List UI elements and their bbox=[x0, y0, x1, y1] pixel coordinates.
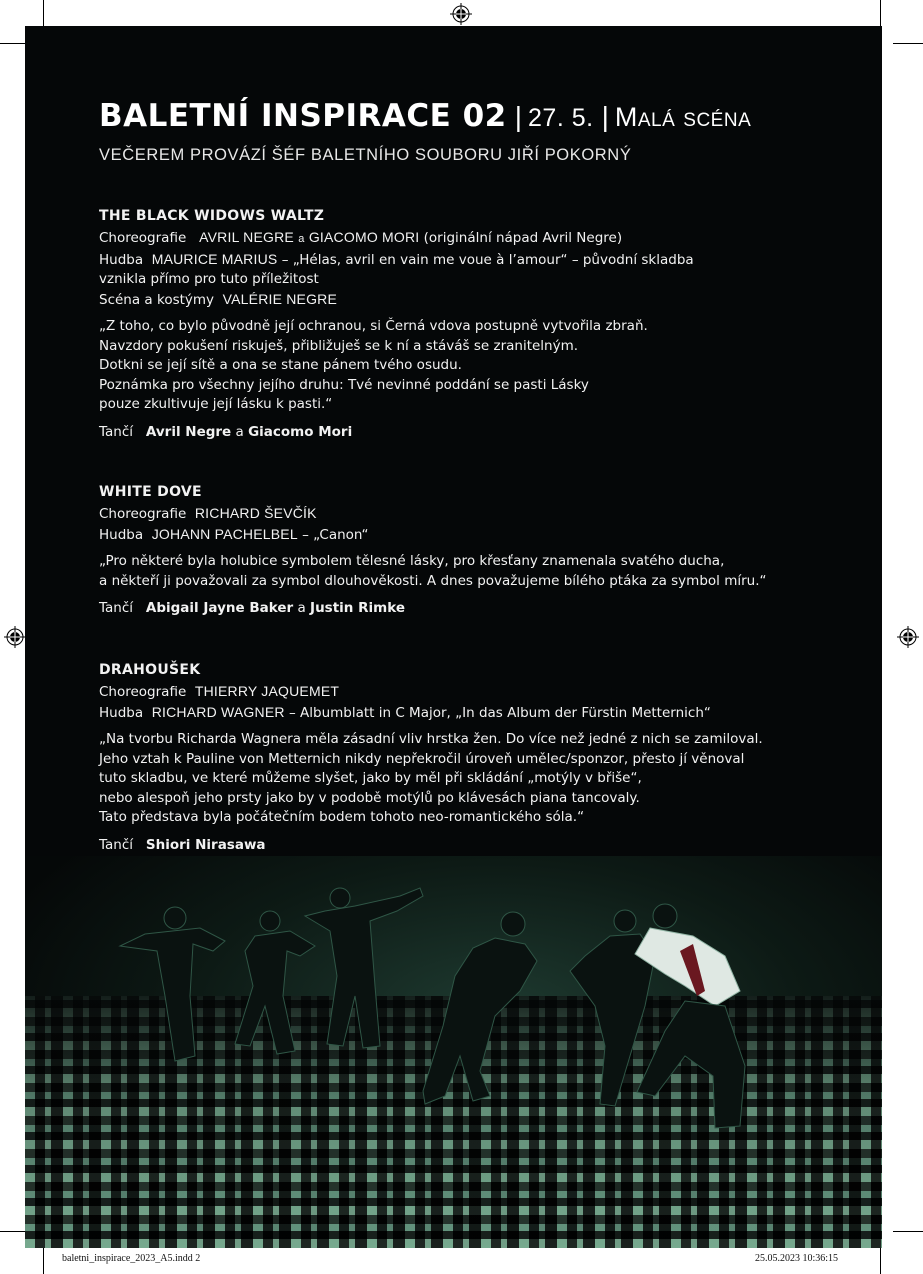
registration-mark-icon bbox=[450, 3, 472, 25]
choreographer-name: GIACOMO MORI bbox=[308, 229, 420, 245]
dancer-name: Shiori Nirasawa bbox=[145, 836, 266, 853]
section-title: THE BLACK WIDOWS WALTZ bbox=[99, 208, 325, 224]
registration-mark-icon bbox=[4, 626, 26, 648]
stage-photo bbox=[25, 856, 882, 1248]
section-quote: „Na tvorbu Richarda Wagnera měla zásadní vliv hrstka žen. Do více než jedné z nich se zamiloval. Jeho vztah k Pauline von Metternich nikdy nepřekročil úroveň umělec/sponzor, přesto jí věnoval tuto skladbu, ve které můžeme slyšet, jako by měl při skládání „motýly v břiše“, nebo alespoň jeho prsty jako by v podobě motýlů po klávesách piana tancovaly. Tato představa byla počátečním bodem tohoto neo-romantického sóla.“ bbox=[99, 731, 763, 825]
slug-timestamp: 25.05.2023 10:36:15 bbox=[755, 1253, 839, 1264]
music-credit: Hudba RICHARD WAGNER – Albumblatt in C Major, „In das Album der Fürstin Metternich“ bbox=[99, 703, 711, 721]
dancers-credit: Tančí Shiori Nirasawa bbox=[99, 836, 266, 853]
music-credit: Hudba MAURICE MARIUS – „Hélas, avril en vain me voue à l’amour“ – původní skladba bbox=[99, 250, 694, 268]
choreography-credit: Choreografie AVRIL NEGRE a GIACOMO MORI (originální nápad Avril Negre) bbox=[99, 229, 623, 246]
composer-name: RICHARD WAGNER bbox=[151, 703, 285, 720]
composer-name: MAURICE MARIUS bbox=[151, 250, 278, 267]
crop-mark bbox=[893, 43, 923, 44]
section-quote: „Z toho, co bylo původně její ochranou, si Černá vdova postupně vytvořila zbraň. Navzdory pokušení riskuješ, přibližuješ se k ní a stáváš se zranitelným. Dotkni se její sítě a ona se stane pánem tvého osudu. Poznámka pro všechny jejího druhu: Tvé nevinné poddání se pasti Lásky pouze zkultivuje její lásku k pasti.“ bbox=[99, 318, 648, 412]
event-date: 27. 5. bbox=[528, 104, 594, 132]
scene-credit: Scéna a kostýmy VALÉRIE NEGRE bbox=[99, 290, 338, 308]
slug-filename: baletni_inspirace_2023_A5.indd 2 bbox=[62, 1253, 201, 1264]
program-section-drahousek bbox=[99, 662, 819, 855]
choreographer-name: THIERRY JAQUEMET bbox=[194, 683, 340, 699]
crop-mark bbox=[880, 1244, 881, 1274]
dancers-credit: Tančí Avril Negre a Giacomo Mori bbox=[99, 423, 353, 440]
choreographer-name: RICHARD ŠEVČÍK bbox=[194, 505, 317, 521]
section-title: DRAHOUŠEK bbox=[99, 662, 201, 678]
page-title: BALETNÍ INSPIRACE 02 | 27. 5. | Malá scéna bbox=[99, 98, 752, 134]
designer-name: VALÉRIE NEGRE bbox=[222, 290, 338, 307]
choreographer-name: AVRIL NEGRE bbox=[199, 229, 294, 245]
choreography-credit: Choreografie THIERRY JAQUEMET bbox=[99, 683, 340, 700]
event-title: BALETNÍ INSPIRACE 02 bbox=[99, 98, 507, 134]
composer-name: JOHANN PACHELBEL bbox=[151, 525, 298, 542]
program-section-white-dove bbox=[99, 484, 819, 619]
dancers-silhouettes bbox=[25, 856, 882, 1248]
dancer-name: Giacomo Mori bbox=[248, 423, 353, 440]
choreography-credit: Choreografie RICHARD ŠEVČÍK bbox=[99, 505, 317, 522]
section-quote: „Pro některé byla holubice symbolem tělesné lásky, pro křesťany znamenala svatého ducha, a někteří ji považovali za symbol dlouhověkosti. A dnes považujeme bílého ptáka za symbol míru.“ bbox=[99, 553, 767, 589]
event-venue: Malá scéna bbox=[614, 102, 752, 132]
crop-mark bbox=[893, 1231, 923, 1232]
dancer-name: Avril Negre bbox=[145, 423, 232, 440]
registration-mark-icon bbox=[897, 626, 919, 648]
crop-mark bbox=[43, 1244, 44, 1274]
program-page bbox=[25, 26, 882, 1248]
dancers-credit: Tančí Abigail Jayne Baker a Justin Rimke bbox=[99, 600, 405, 616]
section-title: WHITE DOVE bbox=[99, 484, 202, 500]
dancer-name: Justin Rimke bbox=[310, 600, 405, 616]
music-credit: Hudba JOHANN PACHELBEL – „Canon“ bbox=[99, 525, 369, 543]
program-section-black-widows: THE BLACK WIDOWS WALTZ Choreografie AVRIL NEGRE a GIACOMO MORI (originální nápad Avril Negre) Hudba MAURICE MARIUS – „Hélas, avril en vain me voue à l’amour“ – původní skladba vznikla přímo pro tuto příležitost Scéna a kostýmy VALÉRIE NEGRE „Z toho, co bylo původně její ochranou, si Černá vdova postupně vytvořila zbraň. Navzdory pokušení riskuješ, přibližuješ se k ní a stáváš se zranitelným. Dotkni se její sítě a ona se stane pánem tvého osudu. Poznámka pro všechny jejího druhu: Tvé nevinné poddání se pasti Lásky pouze zkultivuje její lásku k pasti.“ Tančí Avril Negre a Giacomo Mori bbox=[99, 208, 819, 442]
dancer-name: Abigail Jayne Baker bbox=[145, 600, 294, 616]
event-subtitle: VEČEREM PROVÁZÍ ŠÉF BALETNÍHO SOUBORU JIŘÍ POKORNÝ bbox=[99, 146, 632, 164]
